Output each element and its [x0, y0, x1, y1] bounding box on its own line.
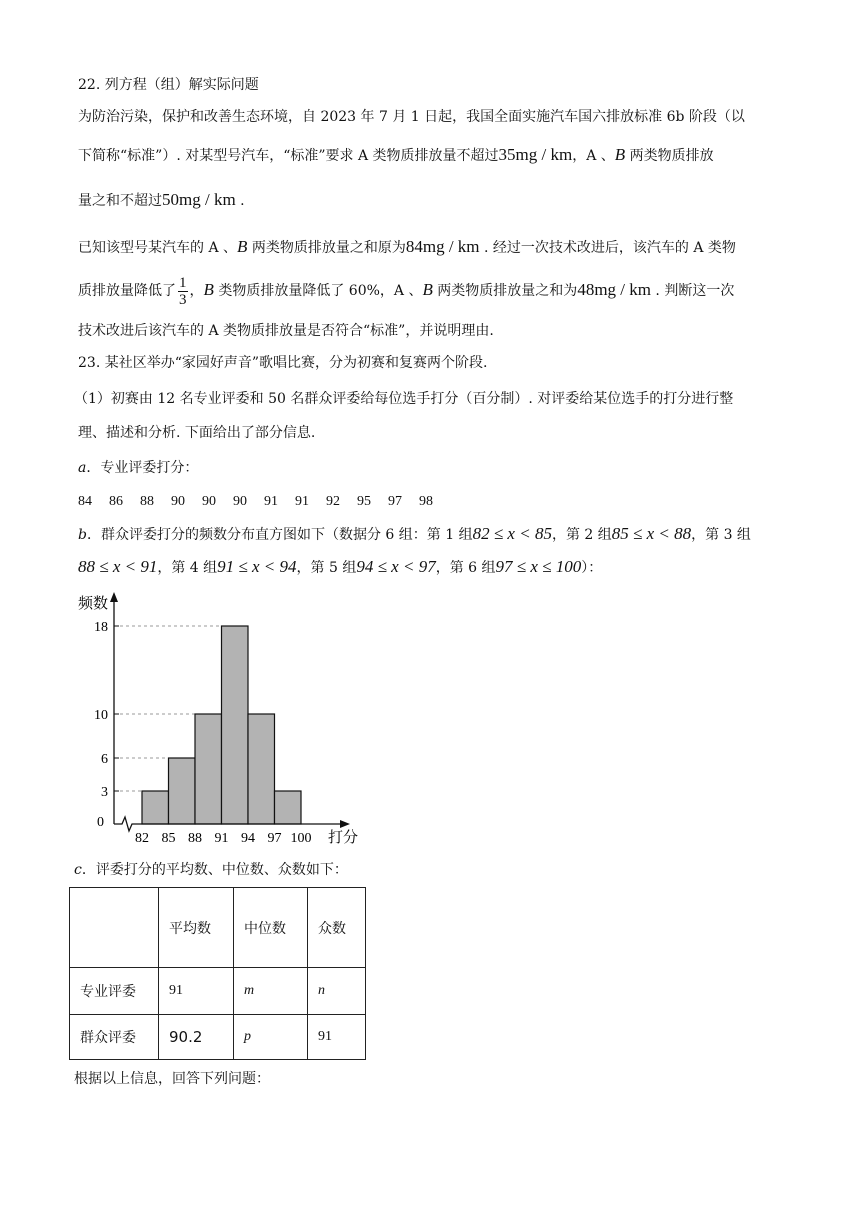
- x-tick-label: 94: [241, 831, 255, 846]
- score-item: 90: [233, 494, 247, 509]
- score-item: 91: [264, 494, 278, 509]
- score-item: 92: [326, 494, 340, 509]
- q23-title: 23. 某社区举办“家园好声音”歌唱比赛，分为初赛和复赛两个阶段.: [78, 355, 488, 371]
- info-c-heading: c．评委打分的平均数、中位数、众数如下：: [74, 862, 348, 878]
- x-tick-labels: [135, 831, 312, 846]
- q22-line-1: 为防治污染，保护和改善生态环境，自 2023 年 7 月 1 日起，我国全面实施汽车国六排放标准 6b 阶段（以: [78, 109, 745, 125]
- histogram-bar: [222, 626, 249, 824]
- q22-line-3: 量之和不超过50mg / km .: [78, 190, 245, 209]
- x-tick-label: 97: [267, 831, 282, 846]
- score-item: 88: [140, 494, 154, 509]
- histogram-bar: [169, 758, 196, 824]
- q22-line-2: 下简称“标准”）. 对某型号汽车，“标准”要求 A 类物质排放量不超过35mg / km，A 、B 两类物质排放: [78, 145, 714, 164]
- table-cell: 91: [159, 968, 234, 1015]
- frequency-histogram: [70, 588, 370, 848]
- info-b-line-2: 88 ≤ x < 91，第 4 组91 ≤ x < 94，第 5 组94 ≤ x < 97，第 6 组97 ≤ x ≤ 100）：: [78, 557, 603, 576]
- table-cell: p: [234, 1015, 308, 1060]
- y-tick-label: 10: [94, 708, 108, 723]
- q22-line-5: 质排放量降低了 $\frac{1}{3}$ ，B 类物质排放量降低了 60%，A 、B 两类物质排放量之和为48mg / km . 判断这一次: [78, 274, 735, 308]
- info-a-heading: a．专业评委打分：: [78, 460, 199, 476]
- y-axis-arrow-icon: [110, 592, 118, 602]
- info-b-line-1: b．群众评委打分的频数分布直方图如下（数据分 6 组：第 1 组82 ≤ x < 85，第 2 组85 ≤ x < 88，第 3 组: [78, 524, 751, 543]
- q23-part-1-line-1: （1）初赛由 12 名专业评委和 50 名群众评委给每位选手打分（百分制）. 对评委给某位选手的打分进行整: [74, 391, 734, 407]
- statistics-table: [69, 887, 366, 1060]
- score-item: 90: [202, 494, 216, 509]
- q22-line-6: 技术改进后该汽车的 A 类物质排放量是否符合“标准”，并说明理由.: [78, 323, 494, 339]
- table-header-cell: 众数: [308, 888, 366, 968]
- table-row: [70, 968, 366, 1015]
- x-tick-label: 85: [161, 831, 176, 846]
- score-item: 84: [78, 494, 92, 509]
- score-item: 98: [419, 494, 433, 509]
- y-tick-label: 18: [94, 620, 108, 635]
- x-tick-label: 88: [188, 831, 202, 846]
- x-tick-label: 91: [214, 831, 229, 846]
- fraction-one-third: $\frac{1}{3}$: [179, 274, 187, 308]
- y-axis-label: 频数: [78, 594, 109, 612]
- table-header-row: [70, 888, 366, 968]
- table-header-cell: [70, 888, 159, 968]
- original-sum: 84mg / km: [405, 237, 480, 256]
- score-item: 90: [171, 494, 185, 509]
- histogram-bar: [275, 791, 302, 824]
- y-tick-label: 3: [101, 785, 108, 800]
- table-cell: 专业评委: [70, 968, 159, 1015]
- q22-line-4: 已知该型号某汽车的 A 、B 两类物质排放量之和原为84mg / km . 经过一次技术改进后，该汽车的 A 类物: [78, 237, 736, 256]
- table-header-cell: 平均数: [159, 888, 234, 968]
- x-tick-label: 100: [290, 831, 312, 846]
- q22-title: 22. 列方程（组）解实际问题: [78, 77, 259, 93]
- limit-a: 35mg / km: [498, 145, 573, 164]
- table-cell: 群众评委: [70, 1015, 159, 1060]
- chart-bars: [142, 626, 301, 824]
- y-tick-labels: [94, 620, 108, 800]
- histogram-bar: [195, 714, 222, 824]
- table-row: [70, 1015, 366, 1060]
- score-item: 95: [357, 494, 371, 509]
- new-sum: 48mg / km: [577, 280, 651, 299]
- expert-scores-list: [78, 491, 450, 512]
- q23-part-1-line-2: 理、描述和分析. 下面给出了部分信息.: [78, 425, 316, 441]
- histogram-bar: [248, 714, 275, 824]
- limit-sum: 50mg / km: [162, 190, 236, 209]
- x-axis-arrow-icon: [340, 820, 350, 828]
- table-cell: m: [234, 968, 308, 1015]
- score-item: 97: [388, 494, 402, 509]
- score-item: 86: [109, 494, 123, 509]
- table-cell: 91: [308, 1015, 366, 1060]
- origin-label: 0: [97, 815, 104, 830]
- score-item: 91: [295, 494, 309, 509]
- x-tick-label: 82: [135, 831, 149, 846]
- y-tick-label: 6: [101, 752, 108, 767]
- closing-prompt: 根据以上信息，回答下列问题：: [74, 1071, 270, 1087]
- table-cell: n: [308, 968, 366, 1015]
- table-header-cell: 中位数: [234, 888, 308, 968]
- x-axis-label: 打分: [328, 828, 359, 846]
- histogram-bar: [142, 791, 169, 824]
- table-cell: 90.2: [159, 1015, 234, 1060]
